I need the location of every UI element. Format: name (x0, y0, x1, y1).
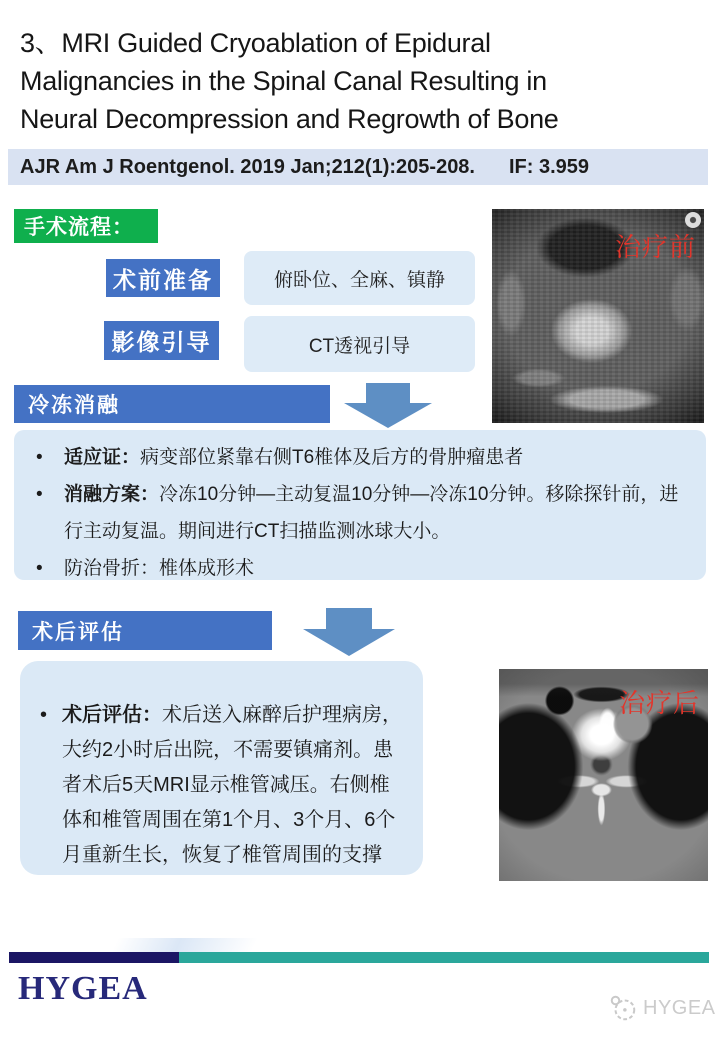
down-arrow-icon (303, 608, 395, 656)
down-arrow-icon (344, 383, 432, 428)
watermark-text: HYGEA (643, 996, 716, 1019)
item-text: 术后送入麻醉后护理病房，大约2小时后出院，不需要镇痛剂。患者术后5天MRI显示椎管减压。右侧椎体和椎管周围在第1个月、3个月、6个月重新生长，恢复了椎管周围的支撑 (62, 704, 402, 866)
impact-factor: IF: 3.959 (509, 155, 590, 178)
cryoablation-details-panel (14, 430, 706, 580)
list-item (20, 698, 409, 873)
step-label-imaging: 影像引导 (104, 321, 219, 360)
watermark (608, 993, 716, 1023)
slide-title-line: Malignancies in the Spinal Canal Resulting in (20, 66, 547, 96)
item-text: 冷冻10分钟—主动复温10分钟—冷冻10分钟。移除探针前，进行主动复温。期间进行CT扫描监测冰球大小。 (64, 484, 679, 542)
image-corner-badge-icon (685, 212, 701, 228)
footer-bar-navy (9, 952, 179, 963)
item-text: 防治骨折：椎体成形术 (64, 558, 255, 579)
slide-title-line: Neural Decompression and Regrowth of Bone (20, 104, 559, 134)
citation-reference: AJR Am J Roentgenol. 2019 Jan;212(1):205-208. (20, 155, 475, 178)
pretreatment-label: 治疗前 (614, 232, 696, 262)
item-label: 消融方案： (64, 484, 160, 505)
stage-bar-cryoablation: 冷冻消融 (14, 385, 330, 423)
footer-decorative-glow (112, 938, 259, 952)
step-label-preop: 术前准备 (106, 259, 220, 297)
step-detail-imaging: CT透视引导 (244, 316, 475, 372)
item-text: 病变部位紧靠右侧T6椎体及后方的骨肿瘤患者 (140, 447, 524, 468)
list-item (30, 439, 692, 476)
slide-title-line: 3、MRI Guided Cryoablation of Epidural (20, 28, 491, 58)
slide-title (20, 24, 710, 138)
watermark-logo-icon (608, 993, 638, 1023)
list-item (30, 476, 692, 550)
hygea-logo: HYGEA (18, 970, 148, 1007)
item-label: 适应证： (64, 447, 141, 468)
posttreatment-label: 治疗后 (618, 688, 700, 718)
stage-bar-postop: 术后评估 (18, 611, 272, 650)
postop-details-panel (20, 661, 423, 875)
list-item (30, 550, 692, 587)
footer-bar-teal (179, 952, 709, 963)
citation-bar (8, 149, 708, 185)
item-label: 术后评估： (62, 704, 162, 726)
mri-pretreatment-image (492, 209, 704, 423)
ct-posttreatment-image (499, 669, 708, 881)
step-detail-preop: 俯卧位、全麻、镇静 (244, 251, 475, 305)
flow-header-badge: 手术流程： (14, 209, 158, 243)
